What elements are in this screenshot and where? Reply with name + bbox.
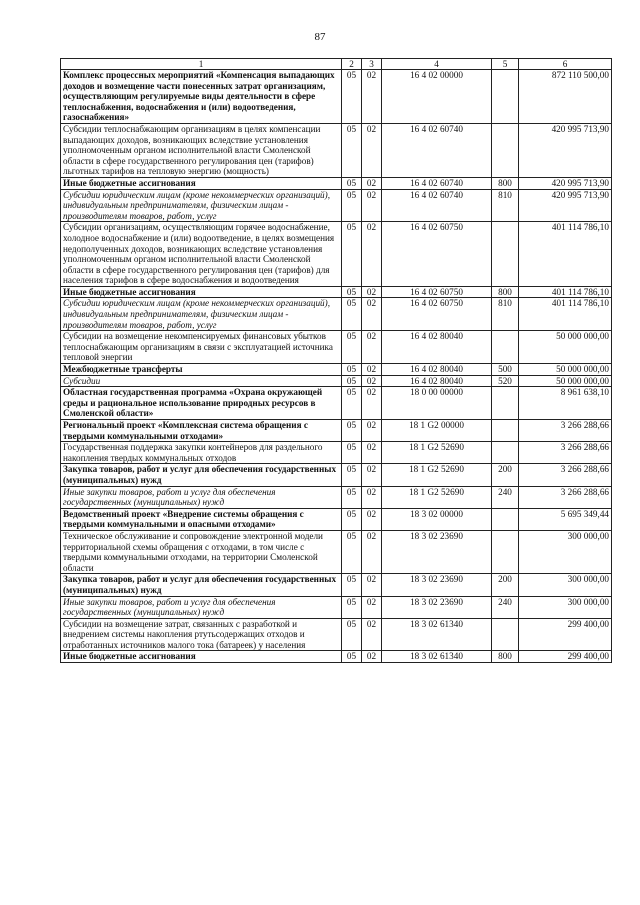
table-row	[61, 364, 612, 376]
table-row	[61, 286, 612, 298]
table-row	[61, 596, 612, 618]
cell-section: 05	[342, 331, 362, 364]
cell-amount: 300 000,00	[519, 574, 612, 596]
cell-expense-type: 800	[492, 286, 519, 298]
table-row	[61, 508, 612, 530]
cell-target-article: 16 4 02 60740	[382, 189, 492, 222]
cell-expense-type	[492, 387, 519, 420]
table-row	[61, 177, 612, 189]
cell-section: 05	[342, 508, 362, 530]
cell-section: 05	[342, 618, 362, 651]
cell-subsection: 02	[362, 189, 382, 222]
cell-amount: 50 000 000,00	[519, 375, 612, 387]
cell-target-article: 18 3 02 61340	[382, 618, 492, 651]
cell-name: Субсидии на возмещение затрат, связанных с разработкой и внедрением системы накопления ртутьсодержащих отходов и отработанных источников малого тока (батареек) у населения	[61, 618, 342, 651]
cell-amount: 8 961 638,10	[519, 387, 612, 420]
cell-section: 05	[342, 189, 362, 222]
cell-amount: 3 266 288,66	[519, 442, 612, 464]
cell-subsection: 02	[362, 70, 382, 124]
table-row	[61, 331, 612, 364]
cell-target-article: 18 3 02 23690	[382, 574, 492, 596]
cell-section: 05	[342, 222, 362, 287]
cell-subsection: 02	[362, 618, 382, 651]
cell-target-article: 18 3 02 23690	[382, 530, 492, 573]
cell-section: 05	[342, 442, 362, 464]
cell-amount: 3 266 288,66	[519, 420, 612, 442]
cell-subsection: 02	[362, 298, 382, 331]
cell-subsection: 02	[362, 331, 382, 364]
cell-section: 05	[342, 420, 362, 442]
header-col-2: 2	[342, 59, 362, 70]
cell-amount: 5 695 349,44	[519, 508, 612, 530]
page-number: 87	[314, 31, 326, 43]
table-body	[61, 70, 612, 663]
cell-expense-type	[492, 442, 519, 464]
cell-amount: 3 266 288,66	[519, 464, 612, 486]
cell-section: 05	[342, 298, 362, 331]
table-row	[61, 442, 612, 464]
cell-section: 05	[342, 364, 362, 376]
cell-expense-type	[492, 618, 519, 651]
table-row	[61, 530, 612, 573]
cell-target-article: 16 4 02 60750	[382, 286, 492, 298]
header-col-5: 5	[492, 59, 519, 70]
table-row	[61, 387, 612, 420]
cell-amount: 3 266 288,66	[519, 486, 612, 508]
cell-section: 05	[342, 70, 362, 124]
cell-subsection: 02	[362, 387, 382, 420]
cell-section: 05	[342, 651, 362, 663]
cell-section: 05	[342, 596, 362, 618]
header-col-3: 3	[362, 59, 382, 70]
cell-name: Иные бюджетные ассигнования	[61, 177, 342, 189]
cell-amount: 50 000 000,00	[519, 364, 612, 376]
cell-target-article: 18 1 G2 52690	[382, 464, 492, 486]
table-row	[61, 375, 612, 387]
table-row	[61, 420, 612, 442]
cell-subsection: 02	[362, 508, 382, 530]
table-row	[61, 123, 612, 177]
cell-name: Субсидии юридическим лицам (кроме некоммерческих организаций), индивидуальным предпринимателям, физическим лицам - производителям товаров, работ, услуг	[61, 298, 342, 331]
table-row	[61, 189, 612, 222]
cell-name: Региональный проект «Комплексная система обращения с твердыми коммунальными отходами»	[61, 420, 342, 442]
table-row	[61, 70, 612, 124]
cell-subsection: 02	[362, 651, 382, 663]
cell-name: Субсидии организациям, осуществляющим горячее водоснабжение, холодное водоснабжение и (или) водоотведение, в целях возмещения недополученных доходов, возникающих вследствие установления уполномоченным органом исполнительной власти Смоленской области в сфере государственного регулирования цен (тарифов) для населения тарифов в сфере водоснабжения и водоотведения	[61, 222, 342, 287]
cell-target-article: 16 4 02 80040	[382, 331, 492, 364]
cell-target-article: 18 1 G2 00000	[382, 420, 492, 442]
cell-name: Субсидии юридическим лицам (кроме некоммерческих организаций), индивидуальным предпринимателям, физическим лицам - производителям товаров, работ, услуг	[61, 189, 342, 222]
cell-expense-type: 520	[492, 375, 519, 387]
header-col-6: 6	[519, 59, 612, 70]
cell-expense-type	[492, 420, 519, 442]
cell-expense-type	[492, 331, 519, 364]
cell-target-article: 18 1 G2 52690	[382, 486, 492, 508]
cell-amount: 401 114 786,10	[519, 298, 612, 331]
cell-section: 05	[342, 486, 362, 508]
cell-expense-type: 240	[492, 596, 519, 618]
cell-section: 05	[342, 123, 362, 177]
cell-target-article: 18 3 02 61340	[382, 651, 492, 663]
cell-section: 05	[342, 464, 362, 486]
cell-expense-type: 810	[492, 298, 519, 331]
cell-target-article: 16 4 02 60740	[382, 123, 492, 177]
cell-subsection: 02	[362, 464, 382, 486]
cell-amount: 420 995 713,90	[519, 189, 612, 222]
table-row	[61, 464, 612, 486]
cell-amount: 50 000 000,00	[519, 331, 612, 364]
cell-section: 05	[342, 530, 362, 573]
cell-name: Государственная поддержка закупки контейнеров для раздельного накопления твердых коммунальных отходов	[61, 442, 342, 464]
cell-expense-type	[492, 70, 519, 124]
cell-expense-type: 200	[492, 464, 519, 486]
cell-amount: 420 995 713,90	[519, 123, 612, 177]
table-row	[61, 618, 612, 651]
cell-name: Закупка товаров, работ и услуг для обеспечения государственных (муниципальных) нужд	[61, 464, 342, 486]
cell-target-article: 18 1 G2 52690	[382, 442, 492, 464]
cell-subsection: 02	[362, 596, 382, 618]
cell-expense-type: 200	[492, 574, 519, 596]
cell-section: 05	[342, 177, 362, 189]
cell-target-article: 16 4 02 60750	[382, 222, 492, 287]
cell-expense-type	[492, 123, 519, 177]
cell-subsection: 02	[362, 530, 382, 573]
cell-expense-type	[492, 222, 519, 287]
table-row	[61, 222, 612, 287]
cell-subsection: 02	[362, 486, 382, 508]
cell-subsection: 02	[362, 222, 382, 287]
table-row	[61, 486, 612, 508]
cell-section: 05	[342, 387, 362, 420]
cell-expense-type: 810	[492, 189, 519, 222]
cell-name: Иные бюджетные ассигнования	[61, 651, 342, 663]
cell-subsection: 02	[362, 574, 382, 596]
cell-subsection: 02	[362, 286, 382, 298]
cell-expense-type	[492, 530, 519, 573]
cell-target-article: 18 0 00 00000	[382, 387, 492, 420]
cell-subsection: 02	[362, 123, 382, 177]
cell-amount: 300 000,00	[519, 596, 612, 618]
cell-name: Техническое обслуживание и сопровождение электронной модели территориальной схемы обращения с отходами, в том числе с твердыми коммунальными отходами, на территории Смоленской области	[61, 530, 342, 573]
cell-section: 05	[342, 574, 362, 596]
cell-expense-type: 800	[492, 651, 519, 663]
cell-name: Ведомственный проект «Внедрение системы обращения с твердыми коммунальными и опасными отходами»	[61, 508, 342, 530]
cell-amount: 872 110 500,00	[519, 70, 612, 124]
cell-name: Областная государственная программа «Охрана окружающей среды и рациональное использование природных ресурсов в Смоленской области»	[61, 387, 342, 420]
table-row	[61, 574, 612, 596]
cell-target-article: 18 3 02 23690	[382, 596, 492, 618]
cell-subsection: 02	[362, 420, 382, 442]
table-header-row	[61, 59, 612, 70]
cell-amount: 401 114 786,10	[519, 222, 612, 287]
cell-target-article: 18 3 02 00000	[382, 508, 492, 530]
cell-target-article: 16 4 02 60750	[382, 298, 492, 331]
cell-name: Иные закупки товаров, работ и услуг для обеспечения государственных (муниципальных) нужд	[61, 596, 342, 618]
cell-target-article: 16 4 02 80040	[382, 364, 492, 376]
cell-subsection: 02	[362, 364, 382, 376]
cell-name: Иные бюджетные ассигнования	[61, 286, 342, 298]
cell-target-article: 16 4 02 00000	[382, 70, 492, 124]
cell-section: 05	[342, 375, 362, 387]
cell-amount: 401 114 786,10	[519, 286, 612, 298]
cell-expense-type: 500	[492, 364, 519, 376]
header-col-1: 1	[61, 59, 342, 70]
cell-expense-type: 800	[492, 177, 519, 189]
cell-name: Субсидии	[61, 375, 342, 387]
cell-name: Субсидии на возмещение некомпенсируемых финансовых убытков теплоснабжающим организациям в связи с эксплуатацией источника тепловой энергии	[61, 331, 342, 364]
cell-target-article: 16 4 02 60740	[382, 177, 492, 189]
cell-expense-type: 240	[492, 486, 519, 508]
table-row	[61, 651, 612, 663]
cell-subsection: 02	[362, 177, 382, 189]
cell-amount: 420 995 713,90	[519, 177, 612, 189]
table-row	[61, 298, 612, 331]
cell-expense-type	[492, 508, 519, 530]
cell-name: Закупка товаров, работ и услуг для обеспечения государственных (муниципальных) нужд	[61, 574, 342, 596]
cell-name: Комплекс процессных мероприятий «Компенсация выпадающих доходов и возмещение части понесенных затрат организациям, осуществляющим регулируемые виды деятельности в сфере теплоснабжения, водоснабжения и (или) водоотведения, газоснабжения»	[61, 70, 342, 124]
cell-amount: 299 400,00	[519, 618, 612, 651]
cell-amount: 300 000,00	[519, 530, 612, 573]
cell-section: 05	[342, 286, 362, 298]
cell-name: Субсидии теплоснабжающим организациям в целях компенсации выпадающих доходов, возникающих вследствие установления уполномоченным органом исполнительной власти Смоленской области в сфере государственного регулирования цен (тарифов) льготных тарифов на тепловую энергию (мощность)	[61, 123, 342, 177]
cell-name: Межбюджетные трансферты	[61, 364, 342, 376]
cell-name: Иные закупки товаров, работ и услуг для обеспечения государственных (муниципальных) нужд	[61, 486, 342, 508]
budget-table	[60, 58, 612, 663]
cell-target-article: 16 4 02 80040	[382, 375, 492, 387]
cell-amount: 299 400,00	[519, 651, 612, 663]
cell-subsection: 02	[362, 442, 382, 464]
header-col-4: 4	[382, 59, 492, 70]
cell-subsection: 02	[362, 375, 382, 387]
